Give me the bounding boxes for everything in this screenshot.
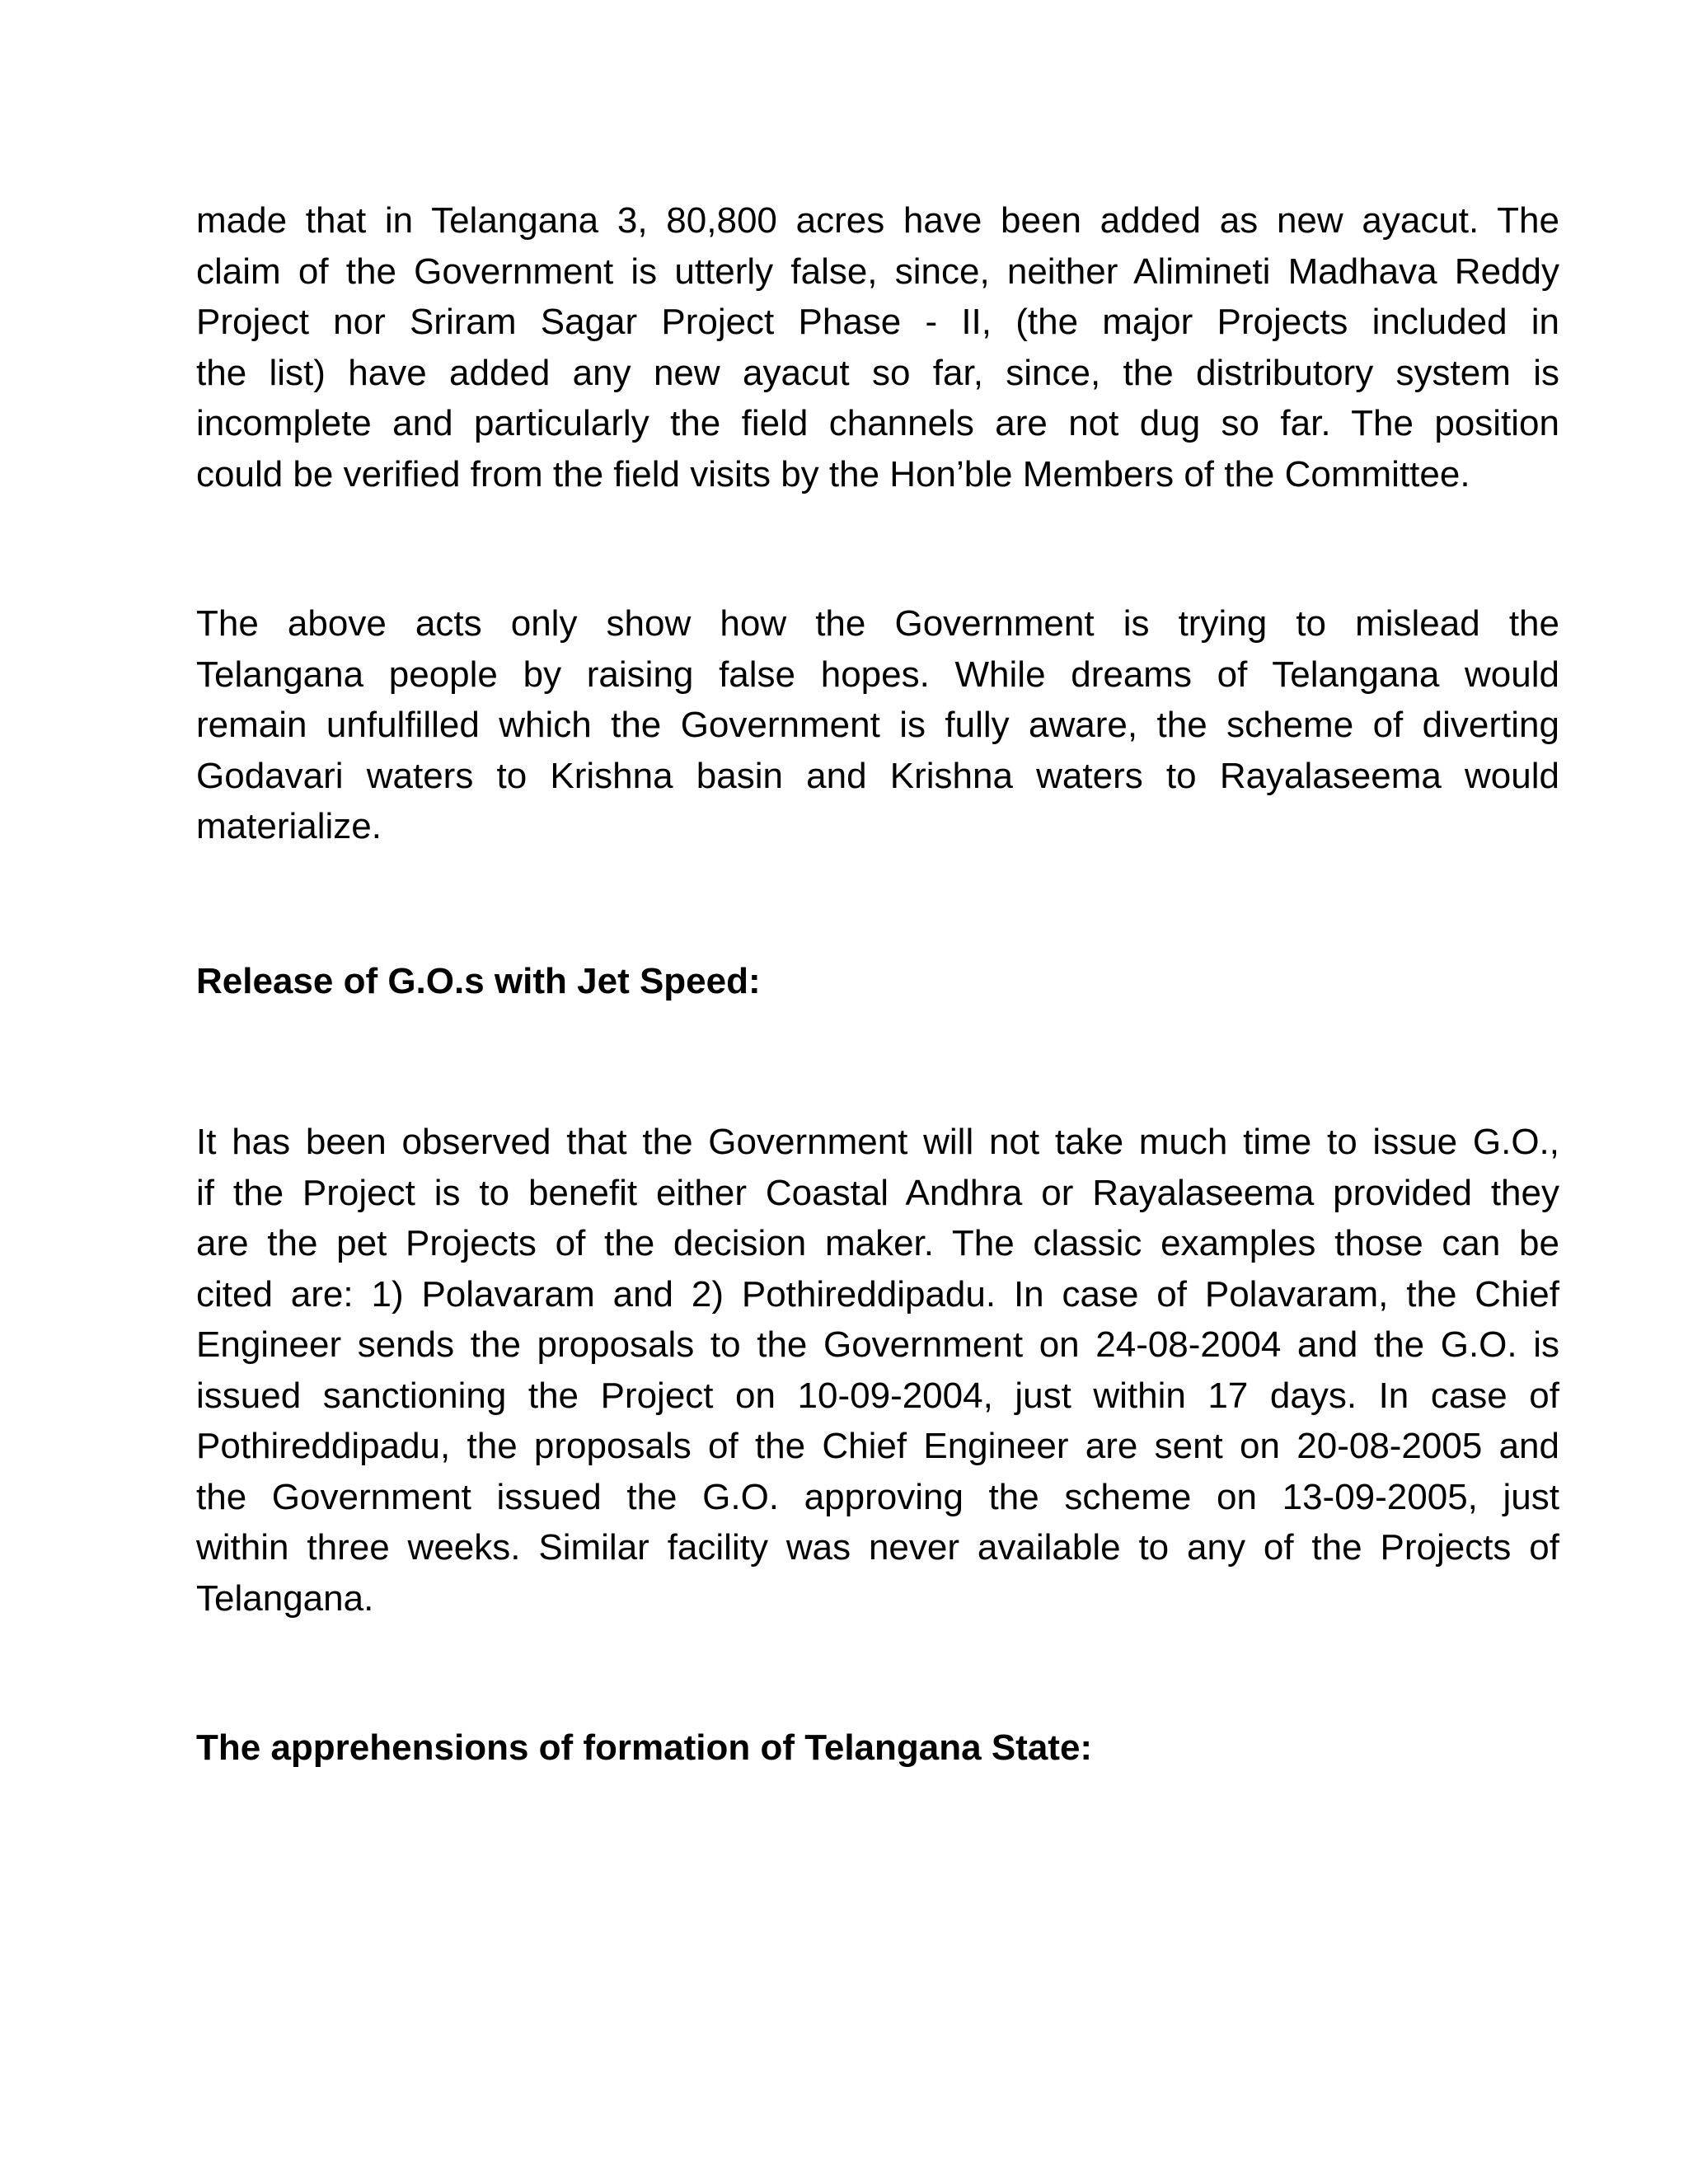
text-line: the list) have added any new ayacut so far, since, the distributory system is <box>196 352 1559 393</box>
text-line: remain unfulfilled which the Government is fully aware, the scheme of diverting <box>196 705 1559 745</box>
paragraph-go-release-speed <box>196 1117 1559 1624</box>
text-line: Godavari waters to Krishna basin and Krishna waters to Rayalaseema would <box>196 755 1559 796</box>
text-line: the Government issued the G.O. approving the scheme on 13-09-2005, just <box>196 1476 1559 1517</box>
section-heading-apprehensions: The apprehensions of formation of Telangana State: <box>196 1727 1093 1768</box>
text-line: cited are: 1) Polavaram and 2) Pothireddipadu. In case of Polavaram, the Chief <box>196 1273 1559 1315</box>
text-line: It has been observed that the Government will not take much time to issue G.O., <box>196 1122 1559 1162</box>
text-line: claim of the Government is utterly false, since, neither Alimineti Madhava Reddy <box>196 251 1559 292</box>
text-line: Engineer sends the proposals to the Government on 24-08-2004 and the G.O. is <box>196 1324 1559 1365</box>
text-line: if the Project is to benefit either Coastal Andhra or Rayalaseema provided they <box>196 1172 1559 1213</box>
paragraph-new-ayacut-claim <box>196 195 1559 499</box>
text-line: Telangana. <box>196 1577 374 1619</box>
section-heading-release-of-gos: Release of G.O.s with Jet Speed: <box>196 961 761 1001</box>
text-line: Telangana people by raising false hopes. While dreams of Telangana would <box>196 654 1559 695</box>
text-line: are the pet Projects of the decision maker. The classic examples those can be <box>196 1223 1559 1263</box>
text-line: could be verified from the field visits by the Hon’ble Members of the Committee. <box>196 453 1470 494</box>
text-line: incomplete and particularly the field channels are not dug so far. The position <box>196 403 1559 443</box>
text-line: within three weeks. Similar facility was never available to any of the Projects of <box>196 1527 1559 1568</box>
text-line: issued sanctioning the Project on 10-09-2004, just within 17 days. In case of <box>196 1375 1559 1416</box>
paragraph-misleading-acts <box>196 598 1559 852</box>
text-line: The above acts only show how the Government is trying to mislead the <box>196 603 1559 644</box>
text-line: materialize. <box>196 806 382 846</box>
text-line: Pothireddipadu, the proposals of the Chief Engineer are sent on 20-08-2005 and <box>196 1426 1559 1466</box>
text-line: made that in Telangana 3, 80,800 acres have been added as new ayacut. The <box>196 200 1559 241</box>
text-line: Project nor Sriram Sagar Project Phase - II, (the major Projects included in <box>196 302 1559 342</box>
